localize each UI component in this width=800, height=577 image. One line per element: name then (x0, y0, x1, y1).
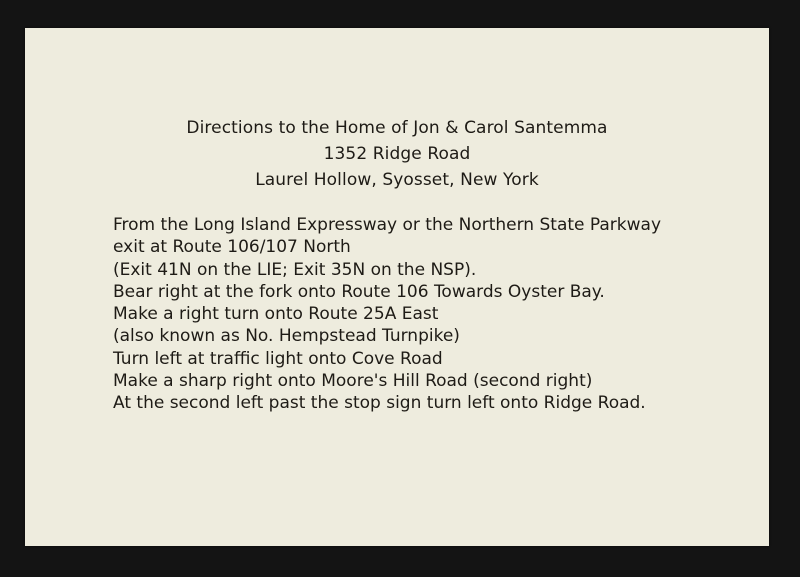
direction-line: Turn left at traffic light onto Cove Road (113, 348, 443, 369)
direction-line: At the second left past the stop sign turn left onto Ridge Road. (113, 393, 646, 414)
directions-text (113, 214, 661, 415)
direction-line: exit at Route 106/107 North (113, 237, 351, 258)
direction-line: From the Long Island Expressway or the Northern State Parkway (113, 215, 662, 235)
direction-line: Make a right turn onto Route 25A East (113, 304, 439, 325)
heading-address-city: Laurel Hollow, Syosset, New York (255, 170, 539, 190)
direction-line: (also known as No. Hempstead Turnpike) (113, 326, 460, 347)
direction-line: (Exit 41N on the LIE; Exit 35N on the NSP). (113, 259, 477, 280)
direction-line: Make a sharp right onto Moore's Hill Road (second right) (113, 371, 593, 392)
direction-line: Bear right at the fork onto Route 106 Towards Oyster Bay. (113, 281, 605, 302)
directions-card (25, 28, 769, 546)
heading-address-street: 1352 Ridge Road (323, 144, 471, 164)
heading-title: Directions to the Home of Jon & Carol Santemma (186, 118, 608, 138)
card-heading (25, 115, 769, 193)
